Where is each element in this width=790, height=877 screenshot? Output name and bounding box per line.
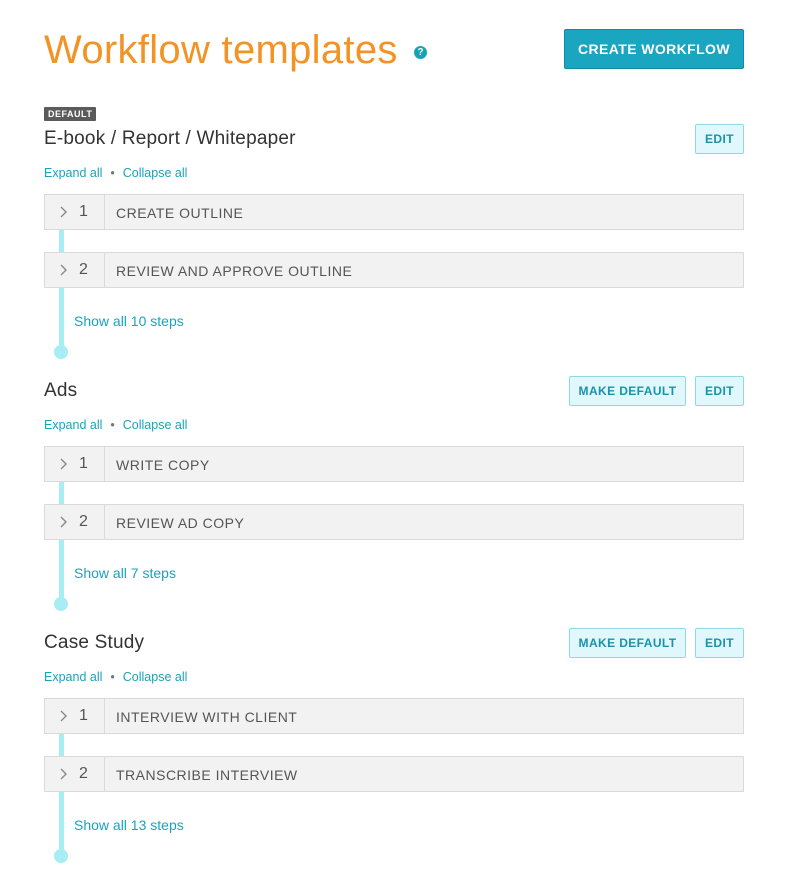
timeline-line — [59, 481, 64, 599]
step-row[interactable] — [44, 698, 744, 734]
step-row[interactable] — [44, 756, 744, 792]
chevron-right-icon[interactable] — [58, 709, 68, 723]
show-all-steps-link[interactable]: Show all 13 steps — [74, 817, 184, 833]
chevron-right-icon[interactable] — [58, 263, 68, 277]
page-title: Workflow templates — [44, 28, 398, 72]
step-label: WRITE COPY — [116, 457, 210, 473]
separator: • — [110, 166, 115, 180]
edit-button[interactable]: EDIT — [695, 628, 744, 658]
show-all-steps-link[interactable]: Show all 10 steps — [74, 313, 184, 329]
template-case-study — [44, 611, 744, 873]
create-workflow-button[interactable]: CREATE WORKFLOW — [564, 29, 744, 69]
step-number-cell — [45, 253, 105, 287]
edit-button[interactable]: EDIT — [695, 124, 744, 154]
step-number: 2 — [79, 261, 88, 278]
separator: • — [110, 670, 115, 684]
step-label: INTERVIEW WITH CLIENT — [116, 709, 298, 725]
collapse-all-link[interactable]: Collapse all — [122, 418, 188, 432]
step-label: CREATE OUTLINE — [116, 205, 244, 221]
step-number-cell — [45, 195, 105, 229]
template-name: Ads — [44, 380, 78, 401]
template-ebook — [44, 107, 744, 367]
make-default-button[interactable]: MAKE DEFAULT — [569, 628, 686, 658]
step-number-cell — [45, 699, 105, 733]
default-badge: DEFAULT — [44, 107, 96, 121]
step-label: TRANSCRIBE INTERVIEW — [116, 767, 298, 783]
timeline-line — [59, 733, 64, 851]
template-name: E-book / Report / Whitepaper — [44, 128, 296, 149]
edit-button[interactable]: EDIT — [695, 376, 744, 406]
chevron-right-icon[interactable] — [58, 205, 68, 219]
show-all-steps-link[interactable]: Show all 7 steps — [74, 565, 176, 581]
expand-all-link[interactable]: Expand all — [44, 670, 103, 684]
make-default-button[interactable]: MAKE DEFAULT — [569, 376, 686, 406]
collapse-all-link[interactable]: Collapse all — [122, 166, 188, 180]
step-label: REVIEW AND APPROVE OUTLINE — [116, 263, 353, 279]
template-name: Case Study — [44, 632, 145, 653]
expand-collapse-row — [44, 418, 187, 432]
expand-all-link[interactable]: Expand all — [44, 418, 103, 432]
chevron-right-icon[interactable] — [58, 767, 68, 781]
step-row[interactable] — [44, 194, 744, 230]
timeline-end-dot — [54, 849, 68, 863]
chevron-right-icon[interactable] — [58, 457, 68, 471]
step-row[interactable] — [44, 504, 744, 540]
step-number-cell — [45, 505, 105, 539]
step-number-cell — [45, 757, 105, 791]
timeline-line — [59, 229, 64, 347]
collapse-all-link[interactable]: Collapse all — [122, 670, 188, 684]
timeline-end-dot — [54, 345, 68, 359]
step-row[interactable] — [44, 252, 744, 288]
step-number: 1 — [79, 707, 88, 724]
step-number-cell — [45, 447, 105, 481]
expand-all-link[interactable]: Expand all — [44, 166, 103, 180]
step-row[interactable] — [44, 446, 744, 482]
template-ads — [44, 359, 744, 619]
step-number: 1 — [79, 203, 88, 220]
step-label: REVIEW AD COPY — [116, 515, 245, 531]
expand-collapse-row — [44, 670, 187, 684]
separator: • — [110, 418, 115, 432]
step-number: 1 — [79, 455, 88, 472]
step-number: 2 — [79, 765, 88, 782]
expand-collapse-row — [44, 166, 187, 180]
help-icon[interactable]: ? — [414, 46, 427, 59]
step-number: 2 — [79, 513, 88, 530]
chevron-right-icon[interactable] — [58, 515, 68, 529]
timeline-end-dot — [54, 597, 68, 611]
